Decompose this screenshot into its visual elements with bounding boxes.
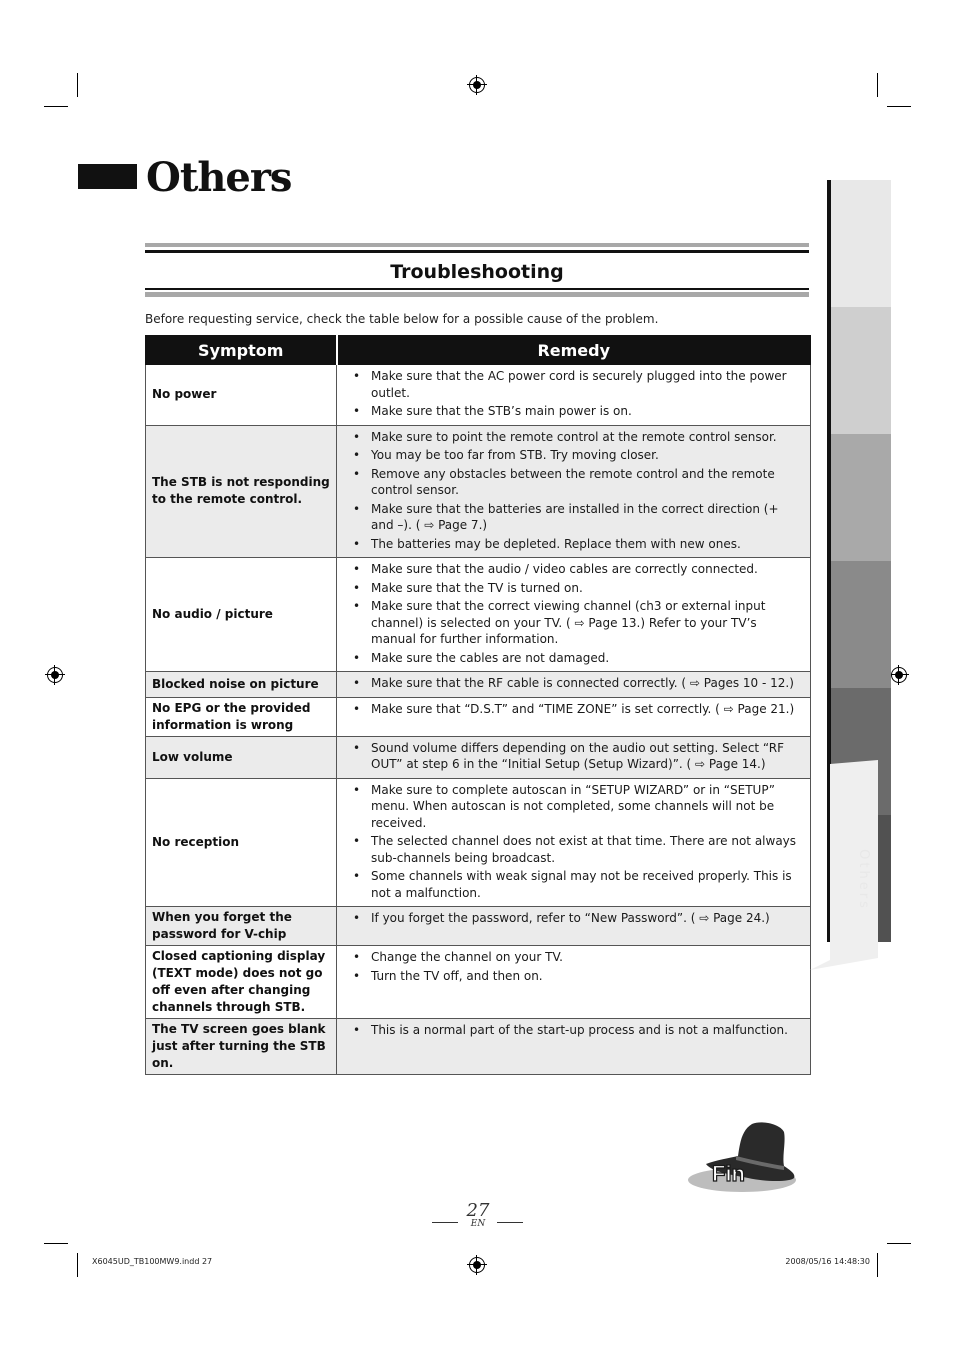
symptom-cell: The STB is not responding to the remote control. xyxy=(146,425,337,558)
crop-mark xyxy=(877,73,878,97)
registration-mark-icon xyxy=(469,1257,485,1273)
symptom-cell: No reception xyxy=(146,778,337,907)
remedy-list xyxy=(351,910,802,927)
table-row xyxy=(146,697,811,736)
remedy-list xyxy=(351,1022,802,1039)
remedy-item: • Make sure to point the remote control at the remote control sensor. xyxy=(351,429,802,446)
remedy-item: • The selected channel does not exist at that time. There are not always sub-channels being broadcast. xyxy=(351,833,802,866)
side-tab xyxy=(831,180,891,307)
symptom-cell: When you forget the password for V-chip xyxy=(146,907,337,946)
table-row xyxy=(146,907,811,946)
side-tab xyxy=(831,434,891,561)
symptom-header: Symptom xyxy=(146,336,337,365)
crop-mark xyxy=(887,1243,911,1244)
fin-text: Fin xyxy=(712,1161,745,1186)
symptom-cell: Closed captioning display (TEXT mode) does not go off even after changing channels through STB. xyxy=(146,946,337,1019)
remedy-item: • Make sure to complete autoscan in “SETUP WIZARD” or in “SETUP” menu. When autoscan is not completed, some channels will not be received. xyxy=(351,782,802,832)
remedy-item: • You may be too far from STB. Try moving closer. xyxy=(351,447,802,464)
remedy-cell xyxy=(337,425,811,558)
remedy-list xyxy=(351,782,802,902)
remedy-item: • Sound volume differs depending on the audio out setting. Select “RF OUT” at step 6 in the “Initial Setup (Setup Wizard)”. ( ⇨ Page 14.) xyxy=(351,740,802,773)
table-header-row xyxy=(146,336,811,365)
remedy-list xyxy=(351,368,802,420)
divider xyxy=(145,292,809,297)
symptom-cell: The TV screen goes blank just after turning the STB on. xyxy=(146,1019,337,1075)
table-row xyxy=(146,778,811,907)
crop-mark xyxy=(44,1243,68,1244)
remedy-list xyxy=(351,740,802,773)
side-tab xyxy=(831,307,891,434)
remedy-list xyxy=(351,949,802,984)
symptom-cell: No audio / picture xyxy=(146,558,337,672)
side-tab-label: Others xyxy=(856,849,871,911)
remedy-cell xyxy=(337,365,811,426)
remedy-item: • Make sure that the STB’s main power is on. xyxy=(351,403,802,420)
divider xyxy=(145,243,809,247)
remedy-item: • Make sure that the correct viewing channel (ch3 or external input channel) is selected on your TV. ( ⇨ Page 13.) Refer to your TV’s manual for further information. xyxy=(351,598,802,648)
remedy-cell xyxy=(337,558,811,672)
symptom-cell: Low volume xyxy=(146,736,337,778)
fin-hat-icon xyxy=(686,1120,802,1196)
table-row xyxy=(146,425,811,558)
remedy-list xyxy=(351,675,802,692)
remedy-cell xyxy=(337,778,811,907)
remedy-item: • Make sure that the AC power cord is securely plugged into the power outlet. xyxy=(351,368,802,401)
remedy-item: • Remove any obstacles between the remote control and the remote control sensor. xyxy=(351,466,802,499)
section-title: Troubleshooting xyxy=(390,261,564,283)
table-row xyxy=(146,1019,811,1075)
table-row xyxy=(146,365,811,426)
remedy-item: • Make sure the cables are not damaged. xyxy=(351,650,802,667)
crop-mark xyxy=(887,106,911,107)
side-tab xyxy=(831,561,891,688)
remedy-cell xyxy=(337,736,811,778)
remedy-item: • Make sure that “D.S.T” and “TIME ZONE” is set correctly. ( ⇨ Page 21.) xyxy=(351,701,802,718)
crop-mark xyxy=(877,1253,878,1277)
registration-mark-icon xyxy=(891,667,907,683)
divider xyxy=(145,288,809,290)
registration-mark-icon xyxy=(469,77,485,93)
remedy-item: • Some channels with weak signal may not be received properly. This is not a malfunction. xyxy=(351,868,802,901)
remedy-cell xyxy=(337,946,811,1019)
intro-text: Before requesting service, check the table below for a possible cause of the problem. xyxy=(145,312,659,326)
symptom-cell: Blocked noise on picture xyxy=(146,672,337,698)
crop-mark xyxy=(77,73,78,97)
remedy-item: • The batteries may be depleted. Replace them with new ones. xyxy=(351,536,802,553)
crop-mark xyxy=(44,106,68,107)
remedy-cell xyxy=(337,1019,811,1075)
page-language: EN xyxy=(470,1219,486,1229)
remedy-item: • This is a normal part of the start-up process and is not a malfunction. xyxy=(351,1022,802,1039)
remedy-list xyxy=(351,561,802,666)
remedy-cell xyxy=(337,697,811,736)
title-bar-marker xyxy=(78,164,137,189)
page-number: 27 xyxy=(466,1200,490,1221)
remedy-item: • Make sure that the RF cable is connected correctly. ( ⇨ Pages 10 - 12.) xyxy=(351,675,802,692)
remedy-item: • Change the channel on your TV. xyxy=(351,949,802,966)
remedy-item: • Make sure that the audio / video cables are correctly connected. xyxy=(351,561,802,578)
symptom-cell: No power xyxy=(146,365,337,426)
remedy-item: • If you forget the password, refer to “New Password”. ( ⇨ Page 24.) xyxy=(351,910,802,927)
crop-mark xyxy=(77,1253,78,1277)
remedy-cell xyxy=(337,907,811,946)
remedy-item: • Make sure that the TV is turned on. xyxy=(351,580,802,597)
page-title: Others xyxy=(146,154,292,201)
divider xyxy=(145,250,809,253)
remedy-list xyxy=(351,429,802,553)
remedy-list xyxy=(351,701,802,718)
table-row xyxy=(146,946,811,1019)
remedy-item: • Make sure that the batteries are installed in the correct direction (+ and –). ( ⇨ Page 7.) xyxy=(351,501,802,534)
table-row xyxy=(146,558,811,672)
registration-mark-icon xyxy=(47,667,63,683)
table-row xyxy=(146,672,811,698)
troubleshooting-table xyxy=(145,335,811,1075)
remedy-header: Remedy xyxy=(337,336,811,365)
footer-file-name: X6045UD_TB100MW9.indd 27 xyxy=(92,1257,213,1266)
footer-timestamp: 2008/05/16 14:48:30 xyxy=(785,1257,870,1266)
table-row xyxy=(146,736,811,778)
remedy-item: • Turn the TV off, and then on. xyxy=(351,968,802,985)
symptom-cell: No EPG or the provided information is wrong xyxy=(146,697,337,736)
remedy-cell xyxy=(337,672,811,698)
